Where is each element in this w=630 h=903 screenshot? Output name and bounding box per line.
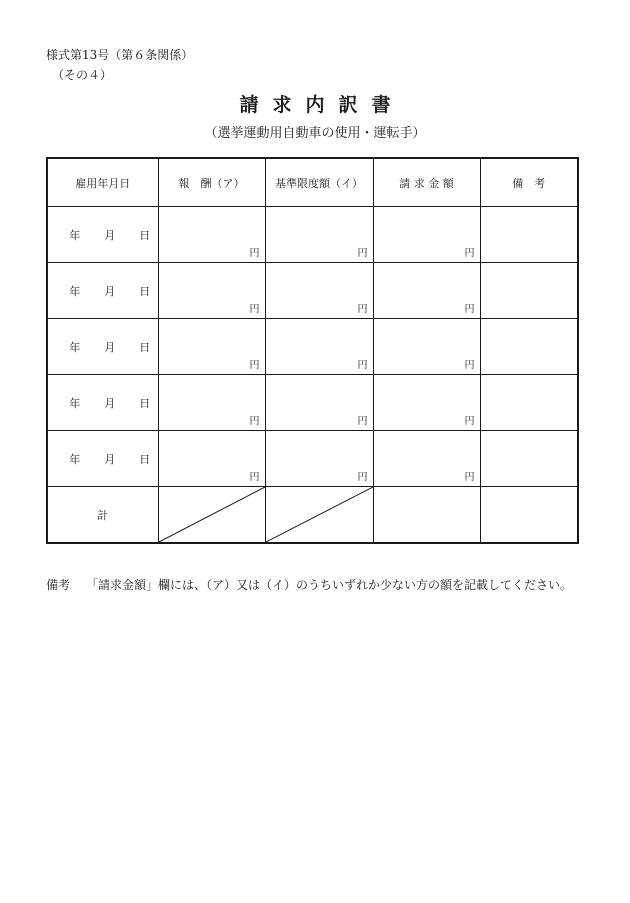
remuneration-cell[interactable] [158,207,265,263]
yen-unit: 円 [249,472,260,483]
total-claim-amount-cell[interactable] [373,487,480,544]
yen-unit: 円 [464,416,475,427]
remuneration-cell[interactable] [158,431,265,487]
month-label: 月 [104,284,116,298]
total-remarks-cell[interactable] [480,487,578,544]
yen-unit: 円 [357,472,368,483]
invoice-breakdown-table [46,157,579,544]
employment-date-cell[interactable] [47,263,158,319]
col-header-claim-amount: 請 求 金 額 [373,158,480,207]
diagonal-strike [266,487,373,542]
day-label: 日 [139,396,151,410]
form-sub-number: （その４） [52,68,113,82]
table-row [47,207,578,263]
remuneration-cell[interactable] [158,263,265,319]
remuneration-cell[interactable] [158,375,265,431]
diagonal-strike [159,487,265,542]
remarks-note-text: 「請求金額」欄には、（ア）又は（イ）のうちいずれか少ない方の額を記載してください。 [86,578,573,592]
col-header-standard-limit: 基準限度額（イ） [265,158,373,207]
employment-date-cell[interactable] [47,319,158,375]
col-header-remuneration: 報 酬（ア） [158,158,265,207]
remuneration-cell[interactable] [158,319,265,375]
year-label: 年 [69,340,81,354]
table-header-row [47,158,578,207]
day-label: 日 [139,284,151,298]
table-row [47,431,578,487]
claim-amount-cell[interactable] [373,375,480,431]
document-subtitle: （選挙運動用自動車の使用・運転手） [204,126,426,141]
remarks-cell[interactable] [480,263,578,319]
standard-limit-cell[interactable] [265,263,373,319]
year-label: 年 [69,228,81,242]
remarks-cell[interactable] [480,319,578,375]
remarks-cell[interactable] [480,375,578,431]
document-title: 請求内訳書 [239,94,405,116]
table-row [47,263,578,319]
claim-amount-cell[interactable] [373,207,480,263]
day-label: 日 [139,340,151,354]
standard-limit-cell[interactable] [265,375,373,431]
yen-unit: 円 [357,360,368,371]
remarks-cell[interactable] [480,431,578,487]
yen-unit: 円 [357,248,368,259]
month-label: 月 [104,452,116,466]
claim-amount-cell[interactable] [373,319,480,375]
col-header-employment-date: 雇用年月日 [47,158,158,207]
table-row [47,319,578,375]
month-label: 月 [104,340,116,354]
yen-unit: 円 [357,416,368,427]
year-label: 年 [69,284,81,298]
claim-amount-cell[interactable] [373,431,480,487]
total-label: 計 [47,487,158,544]
employment-date-cell[interactable] [47,207,158,263]
year-label: 年 [69,452,81,466]
yen-unit: 円 [464,472,475,483]
total-row [47,487,578,544]
yen-unit: 円 [249,304,260,315]
day-label: 日 [139,452,151,466]
table-row [47,375,578,431]
year-label: 年 [69,396,81,410]
employment-date-cell[interactable] [47,375,158,431]
remarks-cell[interactable] [480,207,578,263]
col-header-remarks: 備 考 [480,158,578,207]
standard-limit-cell[interactable] [265,319,373,375]
day-label: 日 [139,228,151,242]
month-label: 月 [104,396,116,410]
yen-unit: 円 [357,304,368,315]
remarks-note [46,576,572,593]
employment-date-cell[interactable] [47,431,158,487]
claim-amount-cell[interactable] [373,263,480,319]
yen-unit: 円 [249,360,260,371]
standard-limit-cell[interactable] [265,431,373,487]
yen-unit: 円 [249,248,260,259]
remarks-note-label: 備考 [46,578,71,592]
total-standard-limit-cell [265,487,373,544]
yen-unit: 円 [464,360,475,371]
form-number: 様式第13号（第６条関係） [46,48,194,62]
yen-unit: 円 [464,304,475,315]
standard-limit-cell[interactable] [265,207,373,263]
yen-unit: 円 [249,416,260,427]
yen-unit: 円 [464,248,475,259]
month-label: 月 [104,228,116,242]
total-remuneration-cell [158,487,265,544]
